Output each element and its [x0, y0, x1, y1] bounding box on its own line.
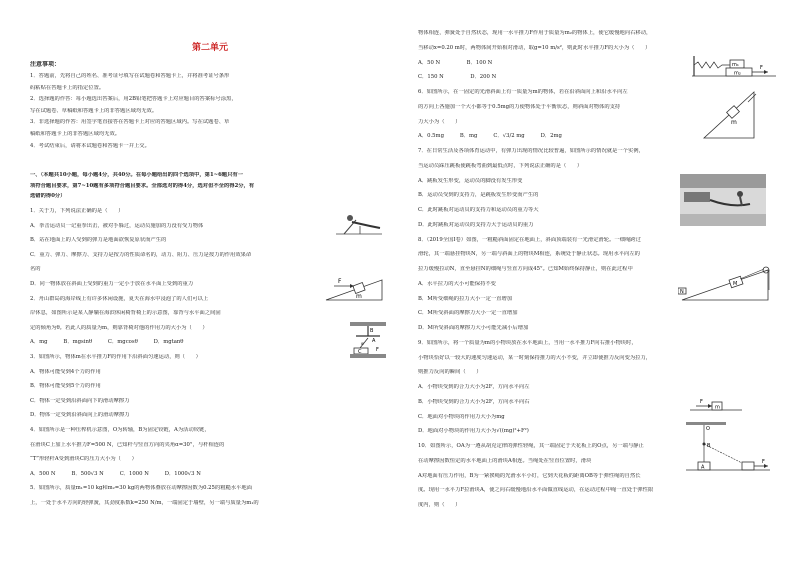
question-line: C．地面对小物块的作用力大小为mg — [418, 413, 505, 420]
question-line: 3．如图所示，物体m在水平推力F的作用下沿斜面匀速运动，则（ ） — [30, 354, 201, 360]
q3-label-f: F — [338, 278, 342, 285]
q10-label-a: A — [701, 464, 705, 471]
question-line: 在动摩擦因数恒定的水平地面上的滑块A相连。当绳处在竖直位置时，滑块 — [418, 457, 592, 464]
q5-label-f: F — [760, 65, 763, 71]
question-line: 5．如图所示，质量m₁=10 kg和m₂=30 kg的两物体叠放在动摩擦因数为0.25的粗糙水平地面 — [30, 485, 252, 492]
note-line: 稿纸和答题卡上的非答题区域均无效。 — [30, 131, 121, 137]
question-line: D．此时跳板对运动员的支持力大于运动员的重力 — [418, 221, 534, 228]
question-line: 的方向上各施加一个大小都等于0.5mg的力使物体处于平衡状态，则斜面对物体的支持 — [418, 103, 621, 110]
question-line: 岸休息，如图所示是某人静躺在海滨休闲椅背椅上的示意图，靠背与水平面之间固 — [30, 310, 221, 317]
question-line: A．跳板发生形变，运动员的脚没有发生形变 — [418, 177, 523, 184]
q4-label-c: C — [358, 349, 362, 355]
q8-pulley-figure — [678, 262, 774, 304]
question-line: 6．如图所示，在一固定的光滑斜面上有一质量为m的物体，若在沿斜面向上和沿水平向左 — [418, 89, 628, 95]
q4-label-alpha: α — [361, 341, 364, 346]
q6-label-m: m — [731, 119, 737, 126]
question-line: 度内，则（ ） — [418, 502, 461, 508]
q4-label-a: A — [372, 338, 376, 344]
notes-heading: 注意事项： — [30, 61, 61, 68]
section-line: 选错的得0分） — [30, 193, 66, 199]
question-line: D．物体一定受到沿斜面向上的滑动摩擦力 — [30, 412, 130, 419]
question-line: 则推力反向的瞬间（ ） — [418, 369, 482, 376]
question-line: 4．如图所示是一种压榨机示意图，O为转轴，B为固定铰链，A为活动铰链， — [30, 427, 210, 433]
question-line: 力大小为（ ） — [418, 118, 461, 125]
question-line: 9．如图所示，将一个质量为m的小物块放在水平地面上，当用一水平推力F向右推小物块时， — [418, 339, 637, 346]
section-line: 项符合题目要求，第7~10题有多项符合题目要求。全部选对的得4分，选对但不全的得2分，有 — [30, 182, 255, 189]
question-line: A．0.5mg B．mg C．√3/2 mg D．2mg — [418, 133, 562, 140]
q5-label-m2: m₂ — [734, 70, 741, 77]
question-line: A对地面有压力作用，B为一紧挨绳的光滑水平小钉，它到天花板的距离OB等于弹性绳的自然长 — [418, 472, 641, 479]
question-line: D．地面对小物块的作用力大小为√((mg)²+F²) — [418, 428, 529, 435]
q6-incline-figure — [698, 86, 758, 142]
question-line: 拉力缓慢拉动N，直至悬挂N的细绳与竖直方向成45°。已知M始终保持静止，则在此过程中 — [418, 266, 633, 272]
right-column — [418, 0, 778, 562]
question-line: 度。现用一水平力F拉滑块A，使之向右缓慢地沿水平面做直线运动，在运动过程中绳一直处于弹性限 — [418, 487, 654, 494]
question-line: 在滑块C上加上水平推力F=500 N，已知杆与竖直方向的夹角α=30°，与杆相连的 — [30, 441, 225, 448]
q5-spring-figure — [690, 50, 778, 80]
question-line: C．M所受斜面的摩擦力大小一定一直增加 — [418, 310, 518, 317]
question-line: B．物体可能受到5个力的作用 — [30, 383, 101, 390]
question-line: 2．舟山群岛的海岸线上有许多休闲设施，夏天在海水中浸泡了的人们可以上 — [30, 295, 209, 302]
note-line: 码粘贴在答题卡上的指定位置。 — [30, 84, 105, 91]
page-title: 第二单元 — [191, 43, 228, 53]
q3-incline-figure — [320, 272, 388, 304]
question-line: B．站在地面上的人受到的弹力是地面欲恢复原状而产生的 — [30, 237, 167, 244]
question-line: 当移动x=0.20 m时，两物体间开始相对滑动，取g=10 m/s²，则此时水平推力F的大小为（ ） — [418, 44, 651, 51]
question-line: 滑轮，其一端悬挂物块N，另一端与斜面上的物块M相连，系统处于静止状态。现用水平向左的 — [418, 251, 640, 258]
question-line: A．mg B．mgsinθ C．mgcosθ D．mgtanθ — [30, 339, 184, 346]
question-line: C．物体一定受到沿斜面向下的滑动摩擦力 — [30, 397, 130, 404]
question-line: 10．如图所示，OA为一遵从胡克定律的弹性轻绳，其一端固定于天花板上的O点，另一端与静止 — [418, 443, 644, 449]
q4-press-figure — [346, 320, 390, 360]
question-line: 定的倾角为θ。若此人的质量为m，则靠背椅对他的作用力的大小为（ ） — [30, 324, 208, 331]
question-line: B．小物块受到的合力大小为2F，方向水平向右 — [418, 398, 530, 405]
q8-label-m: M — [733, 281, 738, 287]
question-line: C．此时跳板对运动员的支持力和运动员的重力等大 — [418, 207, 539, 213]
q2-beach-chair-figure — [330, 212, 388, 240]
question-line: D．同一物体放在斜面上受到的重力一定小于放在水平面上受到的重力 — [30, 281, 194, 287]
question-line: A．物体可能受到4个力的作用 — [30, 368, 101, 375]
question-line: D．M所受斜面的摩擦力大小可能先减小后增加 — [418, 325, 529, 331]
question-line: A．拳击运动员一记重拳出击，被对手躲过，运动员施加的力没有受力物体 — [30, 222, 204, 229]
q9-label-f: F — [700, 399, 703, 405]
q7-diving-board-photo — [680, 174, 766, 226]
q4-label-b: B — [370, 328, 374, 334]
question-line: 8．（2019全国I卷）如图，一粗糙斜面固定在地面上，斜面顶端装有一光滑定滑轮。一细绳跨过 — [418, 236, 641, 243]
question-line: A．水平拉力的大小可能保持不变 — [418, 280, 496, 287]
q8-label-n: N — [680, 289, 684, 295]
question-line: 小物块恰好以一较大的速度匀速运动，某一时刻保持推力的大小不变，并立即使推力反向变为拉力， — [418, 354, 652, 361]
q9-block-figure — [688, 396, 744, 412]
q10-label-f: F — [762, 459, 765, 465]
question-line: 上，一处于水平方向的轻弹簧，其劲度系数k=250 N/m，一端固定于墙壁，另一端与质量为m₁的 — [30, 500, 259, 506]
note-line: 1．答题前，先将自己的姓名、准考证号填写在试题卷和答题卡上，并将准考证号条形 — [30, 73, 230, 79]
question-line: A．500 N B．500√3 N C．1000 N D．1000√3 N — [30, 470, 201, 477]
question-line: A．小物块受到的合力大小为2F，方向水平向左 — [418, 384, 530, 390]
question-line: 1．关于力，下列说法正确的是（ ） — [30, 208, 124, 214]
question-line: “T”形轻杆A受到滑块C的压力大小为（ ） — [30, 456, 137, 463]
question-line: C．重力、弹力、摩擦力、支持力是按力的性质命名的，动力、阻力、压力是按力的作用效果命 — [30, 251, 252, 258]
q5-label-m1: m₁ — [732, 62, 739, 68]
q9-label-m: m — [715, 404, 720, 411]
note-line: 写在试题卷、草稿纸和答题卡上的非答题区域均无效。 — [30, 107, 158, 114]
question-line: B．M所受细绳的拉力大小一定一直增加 — [418, 295, 513, 302]
q10-elastic-rope-figure — [684, 420, 772, 476]
section-line: 一、（本题共10小题，每小题4分，共40分。在每小题给出的四个选项中，第1~6题只有一 — [30, 172, 243, 178]
question-line: C．150 N D．200 N — [418, 74, 497, 81]
question-line: 物体相连，弹簧处于自然状态，现用一水平推力F作用于质量为m₂的物体上，使它缓慢地向右移动， — [418, 30, 652, 36]
left-column — [30, 0, 390, 562]
note-line: 4．考试结束后，请将本试题卷和答题卡一并上交。 — [30, 142, 150, 149]
question-line: B．运动员受到的支持力，是跳板发生形变而产生的 — [418, 192, 539, 199]
q4-label-f: F — [376, 347, 379, 353]
note-line: 2．选择题的作答：每小题选出答案后，用2B铅笔把答题卡上对应题目的答案标号涂黑， — [30, 96, 237, 103]
q10-label-o: O — [706, 426, 710, 432]
question-line: 名的 — [30, 266, 41, 273]
question-line: 7．在日常生活及各项体育运动中，有弹力出现的情况比较普遍，如图所示的情况就是一个实例， — [418, 148, 644, 154]
q10-label-b: B — [707, 443, 711, 449]
question-line: 当运动员踩压跳板使跳板弯曲到最低点时，下列说法正确的是（ ） — [418, 162, 583, 169]
q3-label-m: m — [356, 293, 362, 300]
question-line: A．50 N B．100 N — [418, 59, 493, 66]
note-line: 3．非选择题的作答：用签字笔直接答在答题卡上对应的答题区域内。写在试题卷、草 — [30, 119, 230, 126]
